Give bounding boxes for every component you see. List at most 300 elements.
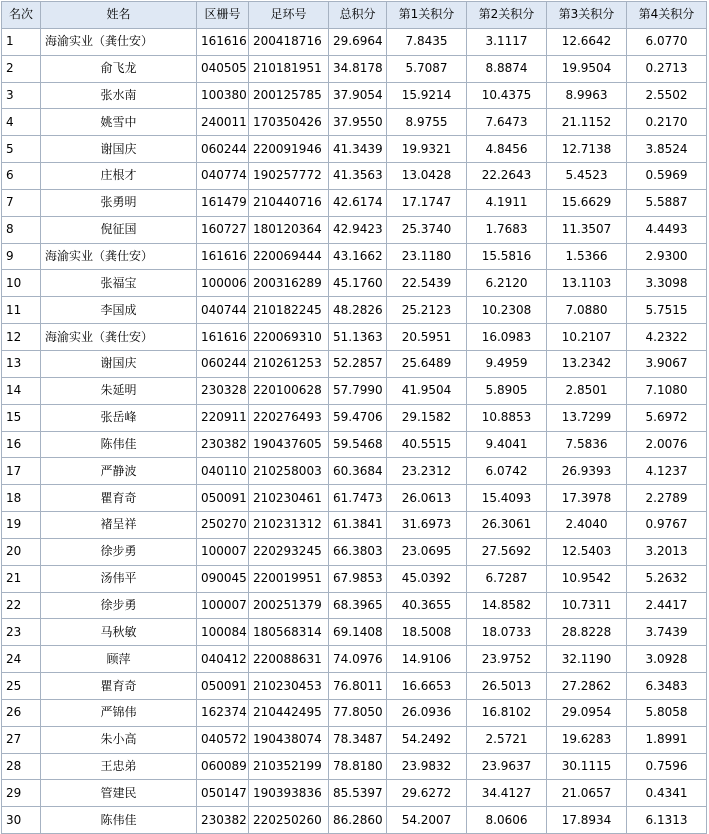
- ring-number-cell: 210182245: [249, 297, 329, 324]
- pen-number-cell: 162374: [197, 699, 249, 726]
- stage1-score-cell: 18.5008: [387, 619, 467, 646]
- stage2-score-cell: 10.8853: [467, 404, 547, 431]
- pen-number-cell: 220911: [197, 404, 249, 431]
- rank-cell: 29: [2, 780, 41, 807]
- stage4-score-cell: 5.7515: [627, 297, 707, 324]
- stage1-score-cell: 16.6653: [387, 673, 467, 700]
- total-score-cell: 42.6174: [329, 189, 387, 216]
- ring-number-cell: 210442495: [249, 699, 329, 726]
- total-score-cell: 59.4706: [329, 404, 387, 431]
- total-score-cell: 48.2826: [329, 297, 387, 324]
- total-score-cell: 52.2857: [329, 350, 387, 377]
- pen-number-cell: 040505: [197, 55, 249, 82]
- rank-cell: 21: [2, 565, 41, 592]
- name-cell: 张岳峰: [41, 404, 197, 431]
- stage3-score-cell: 7.0880: [547, 297, 627, 324]
- stage4-score-cell: 4.1237: [627, 458, 707, 485]
- table-row: [2, 28, 707, 55]
- stage2-score-cell: 4.8456: [467, 136, 547, 163]
- rank-cell: 3: [2, 82, 41, 109]
- total-score-cell: 61.7473: [329, 485, 387, 512]
- stage4-score-cell: 2.9300: [627, 243, 707, 270]
- stage2-score-cell: 23.9637: [467, 753, 547, 780]
- stage4-score-cell: 6.0770: [627, 28, 707, 55]
- stage1-score-cell: 15.9214: [387, 82, 467, 109]
- total-score-cell: 78.8180: [329, 753, 387, 780]
- stage3-score-cell: 12.5403: [547, 538, 627, 565]
- rank-cell: 22: [2, 592, 41, 619]
- table-row: [2, 324, 707, 351]
- table-row: [2, 592, 707, 619]
- stage2-score-cell: 27.5692: [467, 538, 547, 565]
- stage2-score-cell: 2.5721: [467, 726, 547, 753]
- stage1-score-cell: 19.9321: [387, 136, 467, 163]
- table-row: [2, 136, 707, 163]
- pen-number-cell: 100007: [197, 538, 249, 565]
- stage1-score-cell: 8.9755: [387, 109, 467, 136]
- stage3-score-cell: 1.5366: [547, 243, 627, 270]
- total-score-cell: 29.6964: [329, 28, 387, 55]
- stage3-score-cell: 10.9542: [547, 565, 627, 592]
- stage3-score-cell: 8.9963: [547, 82, 627, 109]
- pen-number-cell: 050091: [197, 673, 249, 700]
- stage1-score-cell: 13.0428: [387, 163, 467, 190]
- ring-number-cell: 210352199: [249, 753, 329, 780]
- rank-cell: 26: [2, 699, 41, 726]
- ring-number-cell: 220088631: [249, 646, 329, 673]
- stage3-score-cell: 26.9393: [547, 458, 627, 485]
- column-header: 姓名: [41, 2, 197, 29]
- ring-number-cell: 220019951: [249, 565, 329, 592]
- stage3-score-cell: 17.3978: [547, 485, 627, 512]
- name-cell: 倪征国: [41, 216, 197, 243]
- ring-number-cell: 220091946: [249, 136, 329, 163]
- pen-number-cell: 160727: [197, 216, 249, 243]
- ring-number-cell: 220100628: [249, 377, 329, 404]
- pen-number-cell: 230382: [197, 431, 249, 458]
- pen-number-cell: 230382: [197, 807, 249, 834]
- stage1-score-cell: 54.2492: [387, 726, 467, 753]
- stage1-score-cell: 40.5515: [387, 431, 467, 458]
- table-row: [2, 270, 707, 297]
- table-row: [2, 646, 707, 673]
- name-cell: 姚雪中: [41, 109, 197, 136]
- rank-cell: 2: [2, 55, 41, 82]
- name-cell: 朱延明: [41, 377, 197, 404]
- pen-number-cell: 090045: [197, 565, 249, 592]
- pen-number-cell: 040774: [197, 163, 249, 190]
- ring-number-cell: 190438074: [249, 726, 329, 753]
- name-cell: 瞿育奇: [41, 485, 197, 512]
- stage2-score-cell: 5.8905: [467, 377, 547, 404]
- rank-cell: 1: [2, 28, 41, 55]
- stage4-score-cell: 2.0076: [627, 431, 707, 458]
- stage2-score-cell: 18.0733: [467, 619, 547, 646]
- stage3-score-cell: 5.4523: [547, 163, 627, 190]
- rank-cell: 9: [2, 243, 41, 270]
- stage2-score-cell: 3.1117: [467, 28, 547, 55]
- name-cell: 管建民: [41, 780, 197, 807]
- rank-cell: 16: [2, 431, 41, 458]
- stage1-score-cell: 22.5439: [387, 270, 467, 297]
- stage2-score-cell: 22.2643: [467, 163, 547, 190]
- pen-number-cell: 060244: [197, 136, 249, 163]
- name-cell: 徐步勇: [41, 592, 197, 619]
- name-cell: 李国成: [41, 297, 197, 324]
- total-score-cell: 41.3439: [329, 136, 387, 163]
- total-score-cell: 85.5397: [329, 780, 387, 807]
- total-score-cell: 78.3487: [329, 726, 387, 753]
- column-header: 第1关积分: [387, 2, 467, 29]
- name-cell: 陈伟佳: [41, 807, 197, 834]
- ring-number-cell: 210181951: [249, 55, 329, 82]
- ring-number-cell: 220293245: [249, 538, 329, 565]
- stage4-score-cell: 4.2322: [627, 324, 707, 351]
- total-score-cell: 67.9853: [329, 565, 387, 592]
- pen-number-cell: 100084: [197, 619, 249, 646]
- ring-number-cell: 210230453: [249, 673, 329, 700]
- table-row: [2, 350, 707, 377]
- total-score-cell: 77.8050: [329, 699, 387, 726]
- stage2-score-cell: 16.8102: [467, 699, 547, 726]
- stage1-score-cell: 29.1582: [387, 404, 467, 431]
- name-cell: 顾萍: [41, 646, 197, 673]
- stage1-score-cell: 7.8435: [387, 28, 467, 55]
- stage3-score-cell: 32.1190: [547, 646, 627, 673]
- stage4-score-cell: 5.5887: [627, 189, 707, 216]
- stage1-score-cell: 54.2007: [387, 807, 467, 834]
- stage2-score-cell: 4.1911: [467, 189, 547, 216]
- pen-number-cell: 100006: [197, 270, 249, 297]
- stage1-score-cell: 5.7087: [387, 55, 467, 82]
- stage2-score-cell: 8.8874: [467, 55, 547, 82]
- pen-number-cell: 161479: [197, 189, 249, 216]
- ring-number-cell: 190437605: [249, 431, 329, 458]
- table-row: [2, 512, 707, 539]
- table-row: [2, 109, 707, 136]
- table-row: [2, 431, 707, 458]
- name-cell: 褚呈祥: [41, 512, 197, 539]
- pen-number-cell: 040412: [197, 646, 249, 673]
- column-header: 足环号: [249, 2, 329, 29]
- stage1-score-cell: 23.1180: [387, 243, 467, 270]
- total-score-cell: 60.3684: [329, 458, 387, 485]
- stage4-score-cell: 0.5969: [627, 163, 707, 190]
- stage1-score-cell: 25.2123: [387, 297, 467, 324]
- stage4-score-cell: 0.9767: [627, 512, 707, 539]
- stage2-score-cell: 1.7683: [467, 216, 547, 243]
- stage3-score-cell: 2.4040: [547, 512, 627, 539]
- name-cell: 海渝实业（龚仕安）: [41, 243, 197, 270]
- rank-cell: 20: [2, 538, 41, 565]
- column-header: 第3关积分: [547, 2, 627, 29]
- table-row: [2, 216, 707, 243]
- stage3-score-cell: 13.7299: [547, 404, 627, 431]
- ring-number-cell: 210258003: [249, 458, 329, 485]
- stage4-score-cell: 3.3098: [627, 270, 707, 297]
- total-score-cell: 69.1408: [329, 619, 387, 646]
- name-cell: 汤伟平: [41, 565, 197, 592]
- total-score-cell: 76.8011: [329, 673, 387, 700]
- total-score-cell: 41.3563: [329, 163, 387, 190]
- stage1-score-cell: 14.9106: [387, 646, 467, 673]
- stage1-score-cell: 26.0613: [387, 485, 467, 512]
- stage1-score-cell: 41.9504: [387, 377, 467, 404]
- ring-number-cell: 220069310: [249, 324, 329, 351]
- stage4-score-cell: 6.1313: [627, 807, 707, 834]
- name-cell: 瞿育奇: [41, 673, 197, 700]
- table-body: [2, 28, 707, 833]
- column-header: 区栅号: [197, 2, 249, 29]
- rank-cell: 10: [2, 270, 41, 297]
- stage4-score-cell: 2.5502: [627, 82, 707, 109]
- name-cell: 王忠弟: [41, 753, 197, 780]
- header-row: [2, 2, 707, 29]
- rank-cell: 17: [2, 458, 41, 485]
- total-score-cell: 66.3803: [329, 538, 387, 565]
- pen-number-cell: 161616: [197, 324, 249, 351]
- total-score-cell: 34.8178: [329, 55, 387, 82]
- ring-number-cell: 200251379: [249, 592, 329, 619]
- name-cell: 张水南: [41, 82, 197, 109]
- name-cell: 谢国庆: [41, 350, 197, 377]
- stage2-score-cell: 23.9752: [467, 646, 547, 673]
- stage2-score-cell: 26.3061: [467, 512, 547, 539]
- pen-number-cell: 050091: [197, 485, 249, 512]
- table-row: [2, 189, 707, 216]
- stage3-score-cell: 15.6629: [547, 189, 627, 216]
- table-row: [2, 82, 707, 109]
- stage3-score-cell: 2.8501: [547, 377, 627, 404]
- stage1-score-cell: 26.0936: [387, 699, 467, 726]
- stage2-score-cell: 10.2308: [467, 297, 547, 324]
- rank-cell: 24: [2, 646, 41, 673]
- ring-number-cell: 220250260: [249, 807, 329, 834]
- ring-number-cell: 210440716: [249, 189, 329, 216]
- rank-cell: 27: [2, 726, 41, 753]
- pen-number-cell: 161616: [197, 28, 249, 55]
- column-header: 总积分: [329, 2, 387, 29]
- pen-number-cell: 040110: [197, 458, 249, 485]
- rank-cell: 5: [2, 136, 41, 163]
- total-score-cell: 59.5468: [329, 431, 387, 458]
- table-row: [2, 458, 707, 485]
- stage4-score-cell: 2.2789: [627, 485, 707, 512]
- pen-number-cell: 040744: [197, 297, 249, 324]
- rank-cell: 13: [2, 350, 41, 377]
- stage1-score-cell: 29.6272: [387, 780, 467, 807]
- total-score-cell: 61.3841: [329, 512, 387, 539]
- stage4-score-cell: 3.2013: [627, 538, 707, 565]
- stage1-score-cell: 23.9832: [387, 753, 467, 780]
- total-score-cell: 51.1363: [329, 324, 387, 351]
- name-cell: 俞飞龙: [41, 55, 197, 82]
- pen-number-cell: 060089: [197, 753, 249, 780]
- rank-cell: 19: [2, 512, 41, 539]
- total-score-cell: 37.9054: [329, 82, 387, 109]
- total-score-cell: 57.7990: [329, 377, 387, 404]
- stage3-score-cell: 28.8228: [547, 619, 627, 646]
- rank-cell: 11: [2, 297, 41, 324]
- stage1-score-cell: 17.1747: [387, 189, 467, 216]
- pen-number-cell: 161616: [197, 243, 249, 270]
- ring-number-cell: 210231312: [249, 512, 329, 539]
- table-row: [2, 243, 707, 270]
- stage3-score-cell: 13.1103: [547, 270, 627, 297]
- table-row: [2, 55, 707, 82]
- table-row: [2, 377, 707, 404]
- stage3-score-cell: 12.7138: [547, 136, 627, 163]
- ring-number-cell: 210230461: [249, 485, 329, 512]
- stage4-score-cell: 2.4417: [627, 592, 707, 619]
- name-cell: 张福宝: [41, 270, 197, 297]
- ring-number-cell: 200418716: [249, 28, 329, 55]
- stage4-score-cell: 1.8991: [627, 726, 707, 753]
- stage3-score-cell: 10.2107: [547, 324, 627, 351]
- table-row: [2, 753, 707, 780]
- stage4-score-cell: 0.7596: [627, 753, 707, 780]
- stage1-score-cell: 23.0695: [387, 538, 467, 565]
- stage2-score-cell: 15.5816: [467, 243, 547, 270]
- table-row: [2, 780, 707, 807]
- table-row: [2, 163, 707, 190]
- stage4-score-cell: 6.3483: [627, 673, 707, 700]
- ring-number-cell: 170350426: [249, 109, 329, 136]
- ring-number-cell: 210261253: [249, 350, 329, 377]
- stage4-score-cell: 3.0928: [627, 646, 707, 673]
- total-score-cell: 42.9423: [329, 216, 387, 243]
- name-cell: 陈伟佳: [41, 431, 197, 458]
- column-header: 第4关积分: [627, 2, 707, 29]
- stage4-score-cell: 4.4493: [627, 216, 707, 243]
- total-score-cell: 86.2860: [329, 807, 387, 834]
- column-header: 第2关积分: [467, 2, 547, 29]
- name-cell: 张勇明: [41, 189, 197, 216]
- ring-number-cell: 190257772: [249, 163, 329, 190]
- table-row: [2, 726, 707, 753]
- stage3-score-cell: 11.3507: [547, 216, 627, 243]
- rank-cell: 14: [2, 377, 41, 404]
- stage3-score-cell: 19.9504: [547, 55, 627, 82]
- ring-number-cell: 200125785: [249, 82, 329, 109]
- name-cell: 庄根才: [41, 163, 197, 190]
- rank-cell: 12: [2, 324, 41, 351]
- pen-number-cell: 060244: [197, 350, 249, 377]
- table-row: [2, 485, 707, 512]
- stage2-score-cell: 7.6473: [467, 109, 547, 136]
- rank-cell: 28: [2, 753, 41, 780]
- stage4-score-cell: 7.1080: [627, 377, 707, 404]
- stage1-score-cell: 45.0392: [387, 565, 467, 592]
- stage2-score-cell: 9.4041: [467, 431, 547, 458]
- rank-cell: 8: [2, 216, 41, 243]
- stage3-score-cell: 10.7311: [547, 592, 627, 619]
- ring-number-cell: 180120364: [249, 216, 329, 243]
- rank-cell: 30: [2, 807, 41, 834]
- name-cell: 严静波: [41, 458, 197, 485]
- table-row: [2, 404, 707, 431]
- rank-cell: 15: [2, 404, 41, 431]
- stage1-score-cell: 40.3655: [387, 592, 467, 619]
- total-score-cell: 43.1662: [329, 243, 387, 270]
- stage2-score-cell: 9.4959: [467, 350, 547, 377]
- stage2-score-cell: 34.4127: [467, 780, 547, 807]
- stage3-score-cell: 21.1152: [547, 109, 627, 136]
- stage2-score-cell: 15.4093: [467, 485, 547, 512]
- ranking-table: [1, 1, 707, 834]
- stage1-score-cell: 23.2312: [387, 458, 467, 485]
- ring-number-cell: 180568314: [249, 619, 329, 646]
- table-row: [2, 699, 707, 726]
- rank-cell: 7: [2, 189, 41, 216]
- stage1-score-cell: 25.3740: [387, 216, 467, 243]
- table-row: [2, 538, 707, 565]
- name-cell: 马秋敏: [41, 619, 197, 646]
- name-cell: 海渝实业（龚仕安）: [41, 28, 197, 55]
- total-score-cell: 37.9550: [329, 109, 387, 136]
- pen-number-cell: 230328: [197, 377, 249, 404]
- rank-cell: 23: [2, 619, 41, 646]
- ring-number-cell: 220276493: [249, 404, 329, 431]
- stage2-score-cell: 10.4375: [467, 82, 547, 109]
- name-cell: 严锦伟: [41, 699, 197, 726]
- stage3-score-cell: 7.5836: [547, 431, 627, 458]
- stage2-score-cell: 8.0606: [467, 807, 547, 834]
- stage2-score-cell: 14.8582: [467, 592, 547, 619]
- pen-number-cell: 250270: [197, 512, 249, 539]
- table-row: [2, 673, 707, 700]
- stage4-score-cell: 5.6972: [627, 404, 707, 431]
- pen-number-cell: 100380: [197, 82, 249, 109]
- stage4-score-cell: 0.2713: [627, 55, 707, 82]
- stage4-score-cell: 3.7439: [627, 619, 707, 646]
- stage2-score-cell: 26.5013: [467, 673, 547, 700]
- total-score-cell: 68.3965: [329, 592, 387, 619]
- ring-number-cell: 190393836: [249, 780, 329, 807]
- rank-cell: 25: [2, 673, 41, 700]
- pen-number-cell: 100007: [197, 592, 249, 619]
- stage3-score-cell: 29.0954: [547, 699, 627, 726]
- stage3-score-cell: 19.6283: [547, 726, 627, 753]
- stage3-score-cell: 27.2862: [547, 673, 627, 700]
- stage4-score-cell: 5.8058: [627, 699, 707, 726]
- column-header: 名次: [2, 2, 41, 29]
- stage2-score-cell: 6.2120: [467, 270, 547, 297]
- name-cell: 朱小高: [41, 726, 197, 753]
- name-cell: 海渝实业（龚仕安）: [41, 324, 197, 351]
- stage1-score-cell: 31.6973: [387, 512, 467, 539]
- total-score-cell: 74.0976: [329, 646, 387, 673]
- stage4-score-cell: 5.2632: [627, 565, 707, 592]
- stage4-score-cell: 0.2170: [627, 109, 707, 136]
- name-cell: 谢国庆: [41, 136, 197, 163]
- pen-number-cell: 050147: [197, 780, 249, 807]
- stage3-score-cell: 30.1115: [547, 753, 627, 780]
- pen-number-cell: 240011: [197, 109, 249, 136]
- stage3-score-cell: 21.0657: [547, 780, 627, 807]
- stage2-score-cell: 6.7287: [467, 565, 547, 592]
- table-row: [2, 565, 707, 592]
- pen-number-cell: 040572: [197, 726, 249, 753]
- table-header: [2, 2, 707, 29]
- name-cell: 徐步勇: [41, 538, 197, 565]
- rank-cell: 4: [2, 109, 41, 136]
- stage4-score-cell: 3.9067: [627, 350, 707, 377]
- table-row: [2, 619, 707, 646]
- ring-number-cell: 200316289: [249, 270, 329, 297]
- stage2-score-cell: 6.0742: [467, 458, 547, 485]
- ring-number-cell: 220069444: [249, 243, 329, 270]
